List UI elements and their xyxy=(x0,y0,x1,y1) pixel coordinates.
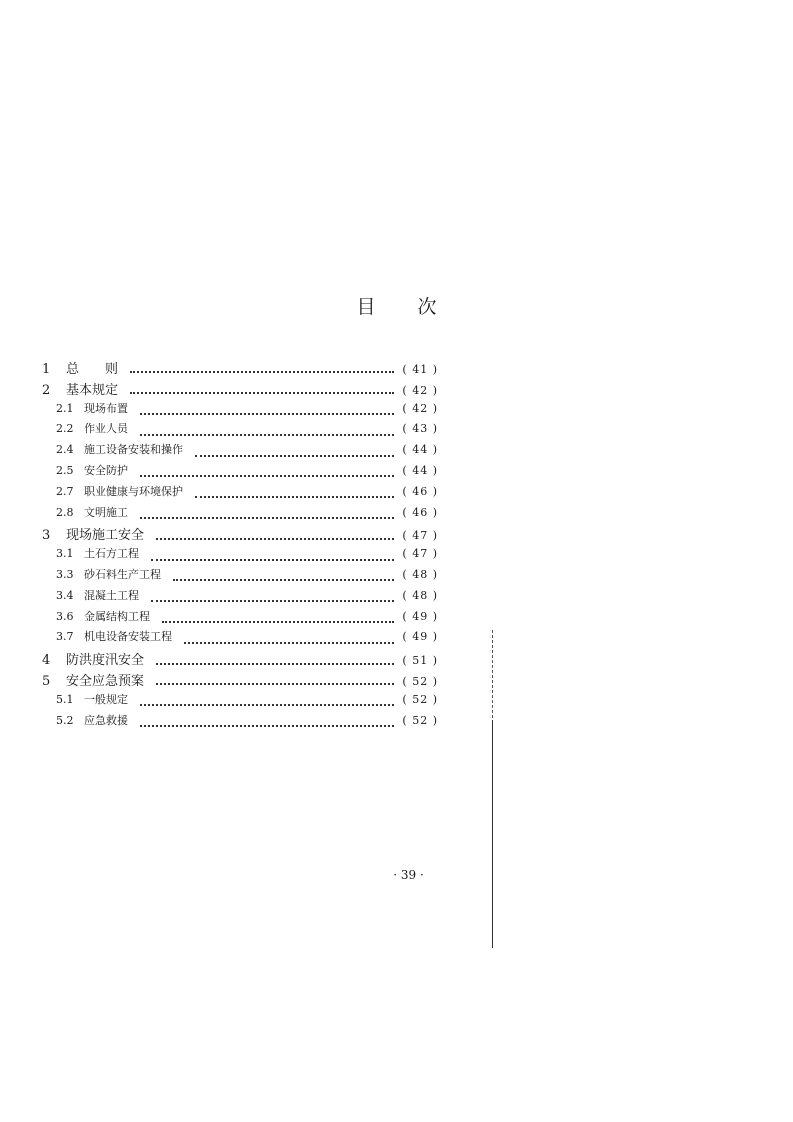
toc-entry-page: ( 52 ) xyxy=(402,713,438,727)
toc-entry-label: 应急救援 xyxy=(84,713,128,727)
toc-entry[interactable] xyxy=(40,545,438,566)
toc-dot-leader xyxy=(162,621,394,623)
toc-entry-number: 2.7 xyxy=(56,484,74,498)
toc-dot-leader xyxy=(140,434,394,436)
toc-entry-label: 基本规定 xyxy=(66,382,119,398)
toc-entry-label: 总 则 xyxy=(66,362,119,377)
toc-entry-label: 安全防护 xyxy=(84,463,128,477)
toc-entry[interactable] xyxy=(40,420,438,441)
toc-entry-page: ( 49 ) xyxy=(402,630,438,644)
toc-entry[interactable] xyxy=(40,712,438,733)
title-char-1: 目 xyxy=(356,296,376,318)
toc-entry[interactable] xyxy=(40,441,438,462)
toc-dot-leader xyxy=(130,371,394,373)
toc-entry-number: 3.3 xyxy=(56,567,74,581)
toc-entry-number: 2.8 xyxy=(56,505,74,519)
toc-entry-page: ( 46 ) xyxy=(402,484,438,498)
title-char-2: 次 xyxy=(417,296,437,318)
toc-entry-label: 防洪度汛安全 xyxy=(66,653,145,669)
toc-dot-leader xyxy=(173,579,394,581)
toc-dot-leader xyxy=(140,413,394,415)
toc-entry-label: 金属结构工程 xyxy=(84,609,150,623)
toc-entry-page: ( 44 ) xyxy=(402,443,438,457)
toc-entry[interactable] xyxy=(40,379,438,400)
toc-entry-label: 施工设备安装和操作 xyxy=(84,443,183,457)
toc-entry-page: ( 47 ) xyxy=(402,529,438,543)
toc-entry-number: 3.4 xyxy=(56,588,74,602)
toc-entry-label: 混凝土工程 xyxy=(84,588,139,602)
toc-entry-label: 现场施工安全 xyxy=(66,528,145,544)
toc-entry-page: ( 48 ) xyxy=(402,567,438,581)
toc-dot-leader xyxy=(156,663,394,665)
toc-entry-page: ( 49 ) xyxy=(402,609,438,623)
toc-entry-number: 2.5 xyxy=(56,463,74,477)
toc-dot-leader xyxy=(140,725,394,727)
toc-entry[interactable] xyxy=(40,400,438,421)
toc-dot-leader xyxy=(184,642,394,644)
toc-entry-number: 3.7 xyxy=(56,630,74,644)
toc-entry-page: ( 51 ) xyxy=(402,654,438,668)
toc-entry-number: 5 xyxy=(42,673,51,689)
toc-dot-leader xyxy=(156,683,394,685)
toc-entry-label: 土石方工程 xyxy=(84,547,139,561)
scan-margin-line-solid xyxy=(492,720,493,948)
toc-entry-number: 5.2 xyxy=(56,713,74,727)
toc-entry-page: ( 52 ) xyxy=(402,692,438,706)
toc-entry-label: 机电设备安装工程 xyxy=(84,630,172,644)
toc-dot-leader xyxy=(195,496,394,498)
toc-dot-leader xyxy=(151,559,394,561)
toc-entry-page: ( 41 ) xyxy=(402,363,438,376)
toc-entry[interactable] xyxy=(40,587,438,608)
toc-entry[interactable] xyxy=(40,649,438,670)
toc-entry-number: 2.2 xyxy=(56,422,74,436)
toc-dot-leader xyxy=(140,704,394,706)
toc-entry-label: 职业健康与环境保护 xyxy=(84,484,183,498)
toc-entry-page: ( 46 ) xyxy=(402,505,438,519)
toc-entry[interactable] xyxy=(40,628,438,649)
page-number: · 39 · xyxy=(393,868,424,882)
toc-entry-number: 5.1 xyxy=(56,692,74,706)
toc-entry-label: 砂石料生产工程 xyxy=(84,567,161,581)
page-title xyxy=(0,292,793,319)
toc-entry-label: 安全应急预案 xyxy=(66,673,145,689)
toc-entry-label: 现场布置 xyxy=(84,401,128,415)
toc-entry-label: 一般规定 xyxy=(84,692,128,706)
toc-entry[interactable] xyxy=(40,608,438,629)
toc-dot-leader xyxy=(140,475,394,477)
toc-entry-number: 3.6 xyxy=(56,609,74,623)
toc-entry-page: ( 43 ) xyxy=(402,422,438,436)
toc-entry-number: 1 xyxy=(42,362,51,377)
table-of-contents xyxy=(40,358,438,732)
toc-entry-page: ( 48 ) xyxy=(402,588,438,602)
toc-entry[interactable] xyxy=(40,566,438,587)
toc-entry-label: 作业人员 xyxy=(84,422,128,436)
toc-dot-leader xyxy=(151,600,394,602)
toc-dot-leader xyxy=(130,392,394,394)
toc-entry[interactable] xyxy=(40,670,438,691)
toc-entry[interactable] xyxy=(40,483,438,504)
toc-entry-number: 2 xyxy=(42,382,51,398)
toc-entry-page: ( 52 ) xyxy=(402,674,438,688)
toc-dot-leader xyxy=(156,538,394,540)
toc-entry[interactable] xyxy=(40,524,438,545)
toc-entry-number: 2.1 xyxy=(56,401,74,415)
toc-entry-number: 4 xyxy=(42,653,51,669)
toc-entry-number: 2.4 xyxy=(56,443,74,457)
toc-entry-page: ( 47 ) xyxy=(402,547,438,561)
toc-entry-page: ( 44 ) xyxy=(402,463,438,477)
toc-entry[interactable] xyxy=(40,358,438,379)
toc-dot-leader xyxy=(140,517,394,519)
toc-entry-number: 3 xyxy=(42,528,51,544)
toc-entry[interactable] xyxy=(40,504,438,525)
toc-entry[interactable] xyxy=(40,691,438,712)
toc-entry-number: 3.1 xyxy=(56,547,74,561)
toc-dot-leader xyxy=(195,455,394,457)
toc-entry-page: ( 42 ) xyxy=(402,383,438,397)
toc-entry-label: 文明施工 xyxy=(84,505,128,519)
toc-entry[interactable] xyxy=(40,462,438,483)
toc-entry-page: ( 42 ) xyxy=(402,401,438,415)
